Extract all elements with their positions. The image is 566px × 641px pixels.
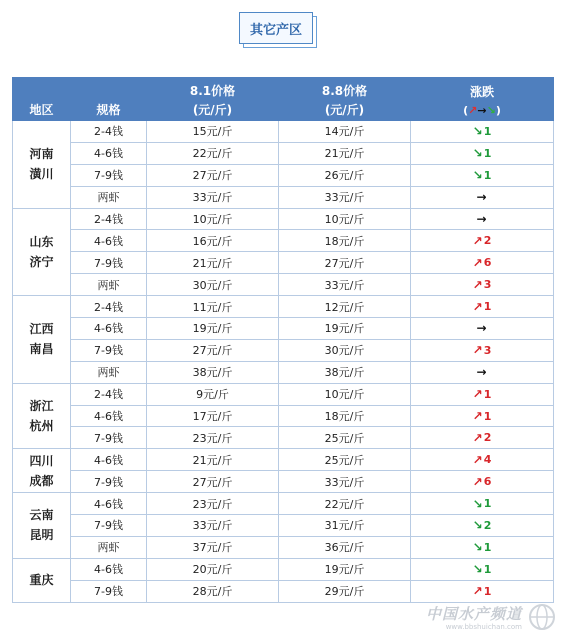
table-row [13, 471, 554, 493]
change-indicator [473, 168, 492, 182]
price-1-cell: 27元/斤 [147, 339, 279, 361]
table-row [13, 427, 554, 449]
change-indicator [476, 321, 487, 335]
change-amount: 1 [483, 409, 492, 423]
table-row [13, 208, 554, 230]
price-1-cell: 27元/斤 [147, 471, 279, 493]
price-2-cell: 10元/斤 [279, 208, 411, 230]
region-cell: 浙江 杭州 [13, 383, 71, 449]
table-row [13, 296, 554, 318]
price-1-cell: 33元/斤 [147, 186, 279, 208]
change-cell [411, 252, 554, 274]
change-amount: 3 [483, 278, 492, 292]
region-cell: 江西 南昌 [13, 296, 71, 384]
price-2-cell: 18元/斤 [279, 405, 411, 427]
change-cell [411, 405, 554, 427]
change-indicator [473, 278, 492, 292]
change-cell [411, 164, 554, 186]
change-cell [411, 230, 554, 252]
price-2-cell: 18元/斤 [279, 230, 411, 252]
change-cell [411, 208, 554, 230]
up-arrow-icon: ↗ [472, 255, 483, 270]
change-indicator [473, 409, 492, 423]
spec-cell: 2-4钱 [71, 383, 147, 405]
up-arrow-icon: ↗ [472, 474, 483, 489]
price-2-cell: 19元/斤 [279, 318, 411, 340]
down-arrow-icon: ↘ [486, 104, 496, 117]
change-amount: 1 [483, 497, 492, 511]
down-arrow-icon: ↘ [472, 496, 483, 511]
change-cell [411, 339, 554, 361]
up-arrow-icon: ↗ [472, 343, 483, 358]
change-amount: 6 [483, 475, 492, 489]
change-indicator [473, 300, 492, 314]
spec-cell: 两虾 [71, 274, 147, 296]
price-table [12, 77, 554, 603]
price-1-cell: 23元/斤 [147, 493, 279, 515]
change-cell [411, 449, 554, 471]
spec-cell: 4-6钱 [71, 405, 147, 427]
price-2-cell: 29元/斤 [279, 580, 411, 602]
spec-cell: 两虾 [71, 536, 147, 558]
table-row [13, 405, 554, 427]
price-2-cell: 19元/斤 [279, 558, 411, 580]
change-cell [411, 493, 554, 515]
change-indicator [473, 431, 492, 445]
price-2-cell: 25元/斤 [279, 427, 411, 449]
change-amount: 2 [483, 234, 492, 248]
header-price-1: 8.1价格 (元/斤) [147, 78, 279, 121]
down-arrow-icon: ↘ [472, 518, 483, 533]
spec-cell: 2-4钱 [71, 121, 147, 143]
down-arrow-icon: ↘ [472, 540, 483, 555]
spec-cell: 4-6钱 [71, 493, 147, 515]
table-row [13, 121, 554, 143]
price-1-cell: 30元/斤 [147, 274, 279, 296]
price-2-cell: 33元/斤 [279, 471, 411, 493]
header-change: 涨跌 (↗→↘) [411, 78, 554, 121]
price-2-cell: 36元/斤 [279, 536, 411, 558]
price-2-cell: 10元/斤 [279, 383, 411, 405]
up-arrow-icon: ↗ [468, 104, 478, 117]
price-2-cell: 31元/斤 [279, 515, 411, 537]
change-indicator [473, 146, 492, 160]
price-1-cell: 10元/斤 [147, 208, 279, 230]
table-row [13, 383, 554, 405]
price-2-cell: 33元/斤 [279, 186, 411, 208]
up-arrow-icon: ↗ [472, 430, 483, 445]
change-amount: 1 [483, 300, 492, 314]
spec-cell: 7-9钱 [71, 339, 147, 361]
change-indicator [476, 190, 487, 204]
up-arrow-icon: ↗ [472, 299, 483, 314]
price-1-cell: 37元/斤 [147, 536, 279, 558]
change-amount: 3 [483, 343, 492, 357]
change-amount: 1 [483, 146, 492, 160]
table-row [13, 252, 554, 274]
price-1-cell: 38元/斤 [147, 361, 279, 383]
change-amount: 2 [483, 431, 492, 445]
header-price-2: 8.8价格 (元/斤) [279, 78, 411, 121]
spec-cell: 4-6钱 [71, 558, 147, 580]
price-2-cell: 33元/斤 [279, 274, 411, 296]
spec-cell: 4-6钱 [71, 142, 147, 164]
change-cell [411, 515, 554, 537]
flat-arrow-icon: → [476, 212, 487, 226]
change-cell [411, 296, 554, 318]
change-indicator [473, 497, 492, 511]
spec-cell: 2-4钱 [71, 208, 147, 230]
table-row [13, 318, 554, 340]
table-row [13, 493, 554, 515]
spec-cell: 2-4钱 [71, 296, 147, 318]
change-cell [411, 580, 554, 602]
region-cell: 云南 昆明 [13, 493, 71, 559]
spec-cell: 7-9钱 [71, 471, 147, 493]
price-1-cell: 33元/斤 [147, 515, 279, 537]
price-1-cell: 28元/斤 [147, 580, 279, 602]
change-indicator [473, 584, 492, 598]
price-1-cell: 11元/斤 [147, 296, 279, 318]
change-amount: 1 [483, 540, 492, 554]
spec-cell: 7-9钱 [71, 252, 147, 274]
change-cell [411, 186, 554, 208]
spec-cell: 两虾 [71, 361, 147, 383]
change-indicator [473, 387, 492, 401]
change-indicator [473, 453, 492, 467]
down-arrow-icon: ↘ [472, 146, 483, 161]
change-amount: 1 [483, 124, 492, 138]
price-1-cell: 20元/斤 [147, 558, 279, 580]
table-row [13, 186, 554, 208]
change-indicator [473, 256, 492, 270]
spec-cell: 4-6钱 [71, 230, 147, 252]
change-indicator [473, 540, 492, 554]
change-cell [411, 383, 554, 405]
change-indicator [473, 562, 492, 576]
price-1-cell: 15元/斤 [147, 121, 279, 143]
change-indicator [476, 365, 487, 379]
table-row [13, 536, 554, 558]
change-cell [411, 361, 554, 383]
spec-cell: 4-6钱 [71, 318, 147, 340]
table-row [13, 515, 554, 537]
change-amount: 1 [483, 168, 492, 182]
price-1-cell: 9元/斤 [147, 383, 279, 405]
region-cell: 河南 潢川 [13, 121, 71, 209]
change-indicator [473, 475, 492, 489]
spec-cell: 7-9钱 [71, 427, 147, 449]
region-cell: 四川 成都 [13, 449, 71, 493]
down-arrow-icon: ↘ [472, 562, 483, 577]
watermark-url: www.bbshuichan.com [445, 623, 522, 631]
price-2-cell: 38元/斤 [279, 361, 411, 383]
region-cell: 山东 济宁 [13, 208, 71, 296]
price-2-cell: 26元/斤 [279, 164, 411, 186]
table-row [13, 558, 554, 580]
change-indicator [473, 343, 492, 357]
change-cell [411, 536, 554, 558]
header-spec: 规格 [71, 78, 147, 121]
table-row [13, 230, 554, 252]
change-amount: 6 [483, 256, 492, 270]
price-2-cell: 14元/斤 [279, 121, 411, 143]
table-row [13, 449, 554, 471]
price-1-cell: 16元/斤 [147, 230, 279, 252]
globe-logo-icon [528, 603, 556, 631]
change-cell [411, 318, 554, 340]
price-1-cell: 27元/斤 [147, 164, 279, 186]
price-2-cell: 25元/斤 [279, 449, 411, 471]
flat-arrow-icon: → [476, 321, 487, 336]
header-region: 地区 [13, 78, 71, 121]
change-cell [411, 471, 554, 493]
flat-arrow-icon: → [477, 104, 487, 117]
spec-cell: 7-9钱 [71, 164, 147, 186]
price-1-cell: 21元/斤 [147, 449, 279, 471]
change-cell [411, 427, 554, 449]
price-1-cell: 23元/斤 [147, 427, 279, 449]
price-1-cell: 21元/斤 [147, 252, 279, 274]
table-header-row [13, 78, 554, 121]
change-cell [411, 558, 554, 580]
change-indicator [473, 518, 492, 532]
table-row [13, 580, 554, 602]
price-1-cell: 19元/斤 [147, 318, 279, 340]
up-arrow-icon: ↗ [472, 233, 483, 248]
change-indicator [476, 212, 487, 226]
up-arrow-icon: ↗ [472, 277, 483, 292]
section-title [239, 12, 321, 48]
change-cell [411, 274, 554, 296]
price-2-cell: 21元/斤 [279, 142, 411, 164]
change-cell [411, 121, 554, 143]
change-amount: 1 [483, 387, 492, 401]
down-arrow-icon: ↘ [472, 168, 483, 183]
change-indicator [473, 234, 492, 248]
region-cell: 重庆 [13, 558, 71, 602]
table-row [13, 164, 554, 186]
flat-arrow-icon: → [476, 190, 487, 205]
price-1-cell: 17元/斤 [147, 405, 279, 427]
up-arrow-icon: ↗ [472, 452, 483, 467]
change-amount: 1 [483, 562, 492, 576]
spec-cell: 7-9钱 [71, 515, 147, 537]
change-legend: (↗→↘) [463, 104, 501, 117]
table-row [13, 361, 554, 383]
title-box: 其它产区 [239, 12, 313, 44]
down-arrow-icon: ↘ [472, 124, 483, 139]
up-arrow-icon: ↗ [472, 584, 483, 599]
change-cell [411, 142, 554, 164]
table-row [13, 142, 554, 164]
price-2-cell: 30元/斤 [279, 339, 411, 361]
change-amount: 4 [483, 453, 492, 467]
flat-arrow-icon: → [476, 365, 487, 380]
table-row [13, 274, 554, 296]
change-indicator [473, 124, 492, 138]
watermark-text: 中国水产频道 [425, 605, 522, 623]
table-body [13, 121, 554, 603]
up-arrow-icon: ↗ [472, 409, 483, 424]
spec-cell: 4-6钱 [71, 449, 147, 471]
spec-cell: 7-9钱 [71, 580, 147, 602]
change-amount: 1 [483, 584, 492, 598]
price-1-cell: 22元/斤 [147, 142, 279, 164]
watermark [376, 601, 556, 635]
up-arrow-icon: ↗ [472, 387, 483, 402]
price-2-cell: 22元/斤 [279, 493, 411, 515]
price-2-cell: 12元/斤 [279, 296, 411, 318]
change-amount: 2 [483, 518, 492, 532]
spec-cell: 两虾 [71, 186, 147, 208]
table-row [13, 339, 554, 361]
price-2-cell: 27元/斤 [279, 252, 411, 274]
